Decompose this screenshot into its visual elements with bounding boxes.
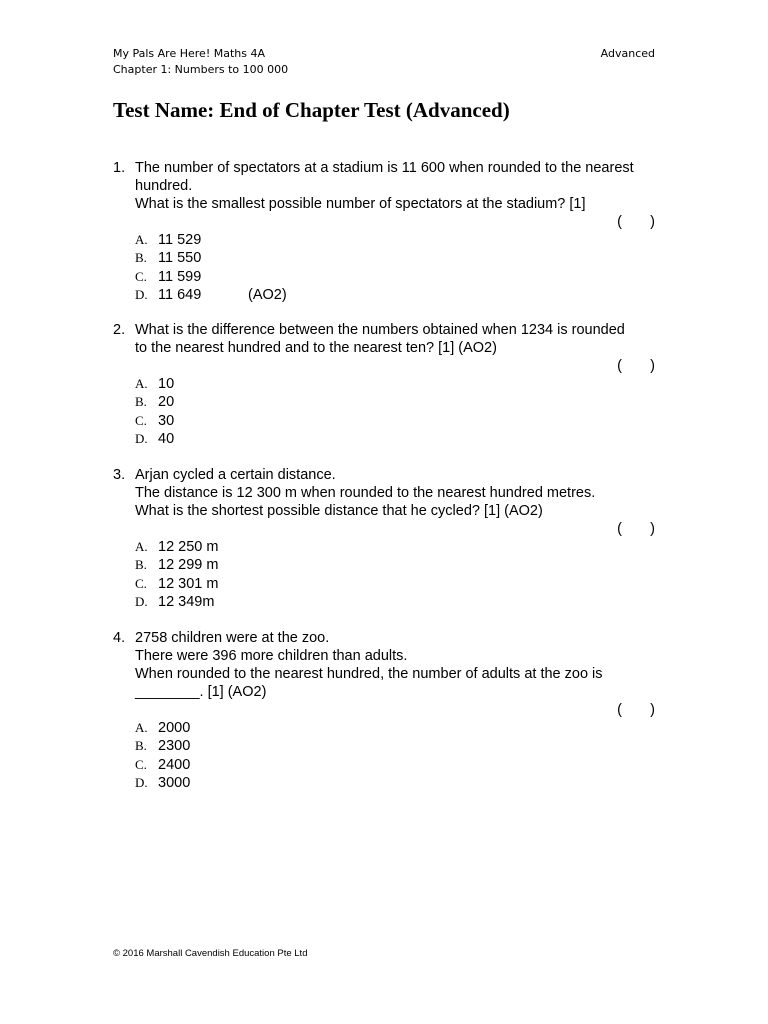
question-3	[113, 466, 655, 611]
option-letter: D.	[135, 430, 148, 446]
option-d	[135, 430, 655, 448]
level-label: Advanced	[600, 47, 655, 60]
question-text-line: The distance is 12 300 m when rounded to the nearest hundred metres.	[135, 485, 596, 501]
question-2	[113, 321, 655, 448]
option-letter: B.	[135, 738, 147, 754]
question-body	[135, 321, 655, 448]
option-text: 2400	[158, 756, 191, 773]
question-text-line: to the nearest hundred and to the nearest ten? [1] (AO2)	[135, 340, 497, 356]
option-letter: C.	[135, 412, 147, 428]
question-text-line: 2758 children were at the zoo.	[135, 630, 330, 646]
option-d	[135, 774, 655, 792]
option-text: 12 301 m	[158, 575, 219, 592]
option-text: 20	[158, 394, 175, 411]
answer-bracket[interactable]: ( )	[617, 521, 655, 537]
option-a	[135, 375, 655, 393]
question-number: 2.	[113, 322, 126, 338]
option-letter: C.	[135, 268, 147, 284]
option-letter: A.	[135, 539, 148, 554]
option-letter: B.	[135, 394, 147, 410]
option-letter: A.	[135, 376, 148, 391]
question-text-line: What is the difference between the numbers obtained when 1234 is rounded	[135, 322, 625, 338]
test-title: Test Name: End of Chapter Test (Advanced)	[113, 98, 510, 122]
answer-bracket[interactable]: ( )	[617, 214, 655, 230]
option-letter: A.	[135, 720, 148, 735]
option-text: 3000	[158, 774, 191, 791]
option-b	[135, 556, 655, 574]
question-text-line: The number of spectators at a stadium is 11 600 when rounded to the nearest	[135, 160, 634, 176]
option-c	[135, 412, 655, 430]
option-b	[135, 249, 655, 267]
option-letter: D.	[135, 774, 148, 790]
option-c	[135, 575, 655, 593]
option-text: 10	[158, 376, 175, 392]
option-d	[135, 286, 655, 304]
answer-bracket[interactable]: ( )	[617, 358, 655, 374]
page-header-left	[113, 46, 288, 78]
option-letter: B.	[135, 557, 147, 573]
question-text-line: When rounded to the nearest hundred, the number of adults at the zoo is	[135, 666, 603, 682]
question-number: 4.	[113, 630, 126, 646]
option-c	[135, 756, 655, 774]
option-text: 30	[158, 412, 175, 429]
option-text: 2300	[158, 738, 191, 755]
question-number: 3.	[113, 467, 126, 483]
option-text: 12 349m	[158, 593, 215, 610]
question-number: 1.	[113, 160, 126, 176]
option-text: 11 599	[158, 268, 202, 285]
question-text-line: Arjan cycled a certain distance.	[135, 467, 336, 483]
question-text-line: ________. [1] (AO2)	[135, 684, 267, 700]
copyright-footer: © 2016 Marshall Cavendish Education Pte Ltd	[113, 948, 308, 959]
option-b	[135, 737, 655, 755]
option-text: 12 299 m	[158, 557, 219, 574]
option-text: 12 250 m	[158, 539, 219, 555]
question-4	[113, 629, 655, 792]
option-letter: D.	[135, 593, 148, 609]
question-body	[135, 159, 655, 304]
option-text: 11 550	[158, 250, 202, 267]
page-header-right	[601, 46, 655, 62]
chapter-title: Chapter 1: Numbers to 100 000	[113, 63, 289, 76]
option-a	[135, 231, 655, 249]
option-letter: B.	[135, 250, 147, 266]
option-c	[135, 268, 655, 286]
answer-bracket[interactable]: ( )	[617, 702, 655, 718]
option-letter: D.	[135, 286, 148, 302]
option-a	[135, 538, 655, 556]
question-body	[135, 466, 655, 611]
option-letter: C.	[135, 756, 147, 772]
option-a	[135, 719, 655, 737]
question-text-line: What is the shortest possible distance that he cycled? [1] (AO2)	[135, 503, 543, 519]
book-title: My Pals Are Here! Maths 4A	[113, 47, 265, 60]
option-text: 11 529	[158, 232, 202, 248]
question-text-line: What is the smallest possible number of spectators at the stadium? [1]	[135, 196, 586, 212]
question-text-line: There were 396 more children than adults.	[135, 648, 408, 664]
option-note: (AO2)	[248, 286, 287, 303]
option-b	[135, 393, 655, 411]
question-body	[135, 629, 655, 792]
option-text: 40	[158, 430, 175, 447]
option-d	[135, 593, 655, 611]
option-letter: C.	[135, 575, 147, 591]
question-text-line: hundred.	[135, 178, 193, 194]
option-text: 2000	[158, 720, 191, 736]
option-text: 11 649	[158, 286, 202, 303]
option-letter: A.	[135, 232, 148, 247]
question-1	[113, 159, 655, 304]
